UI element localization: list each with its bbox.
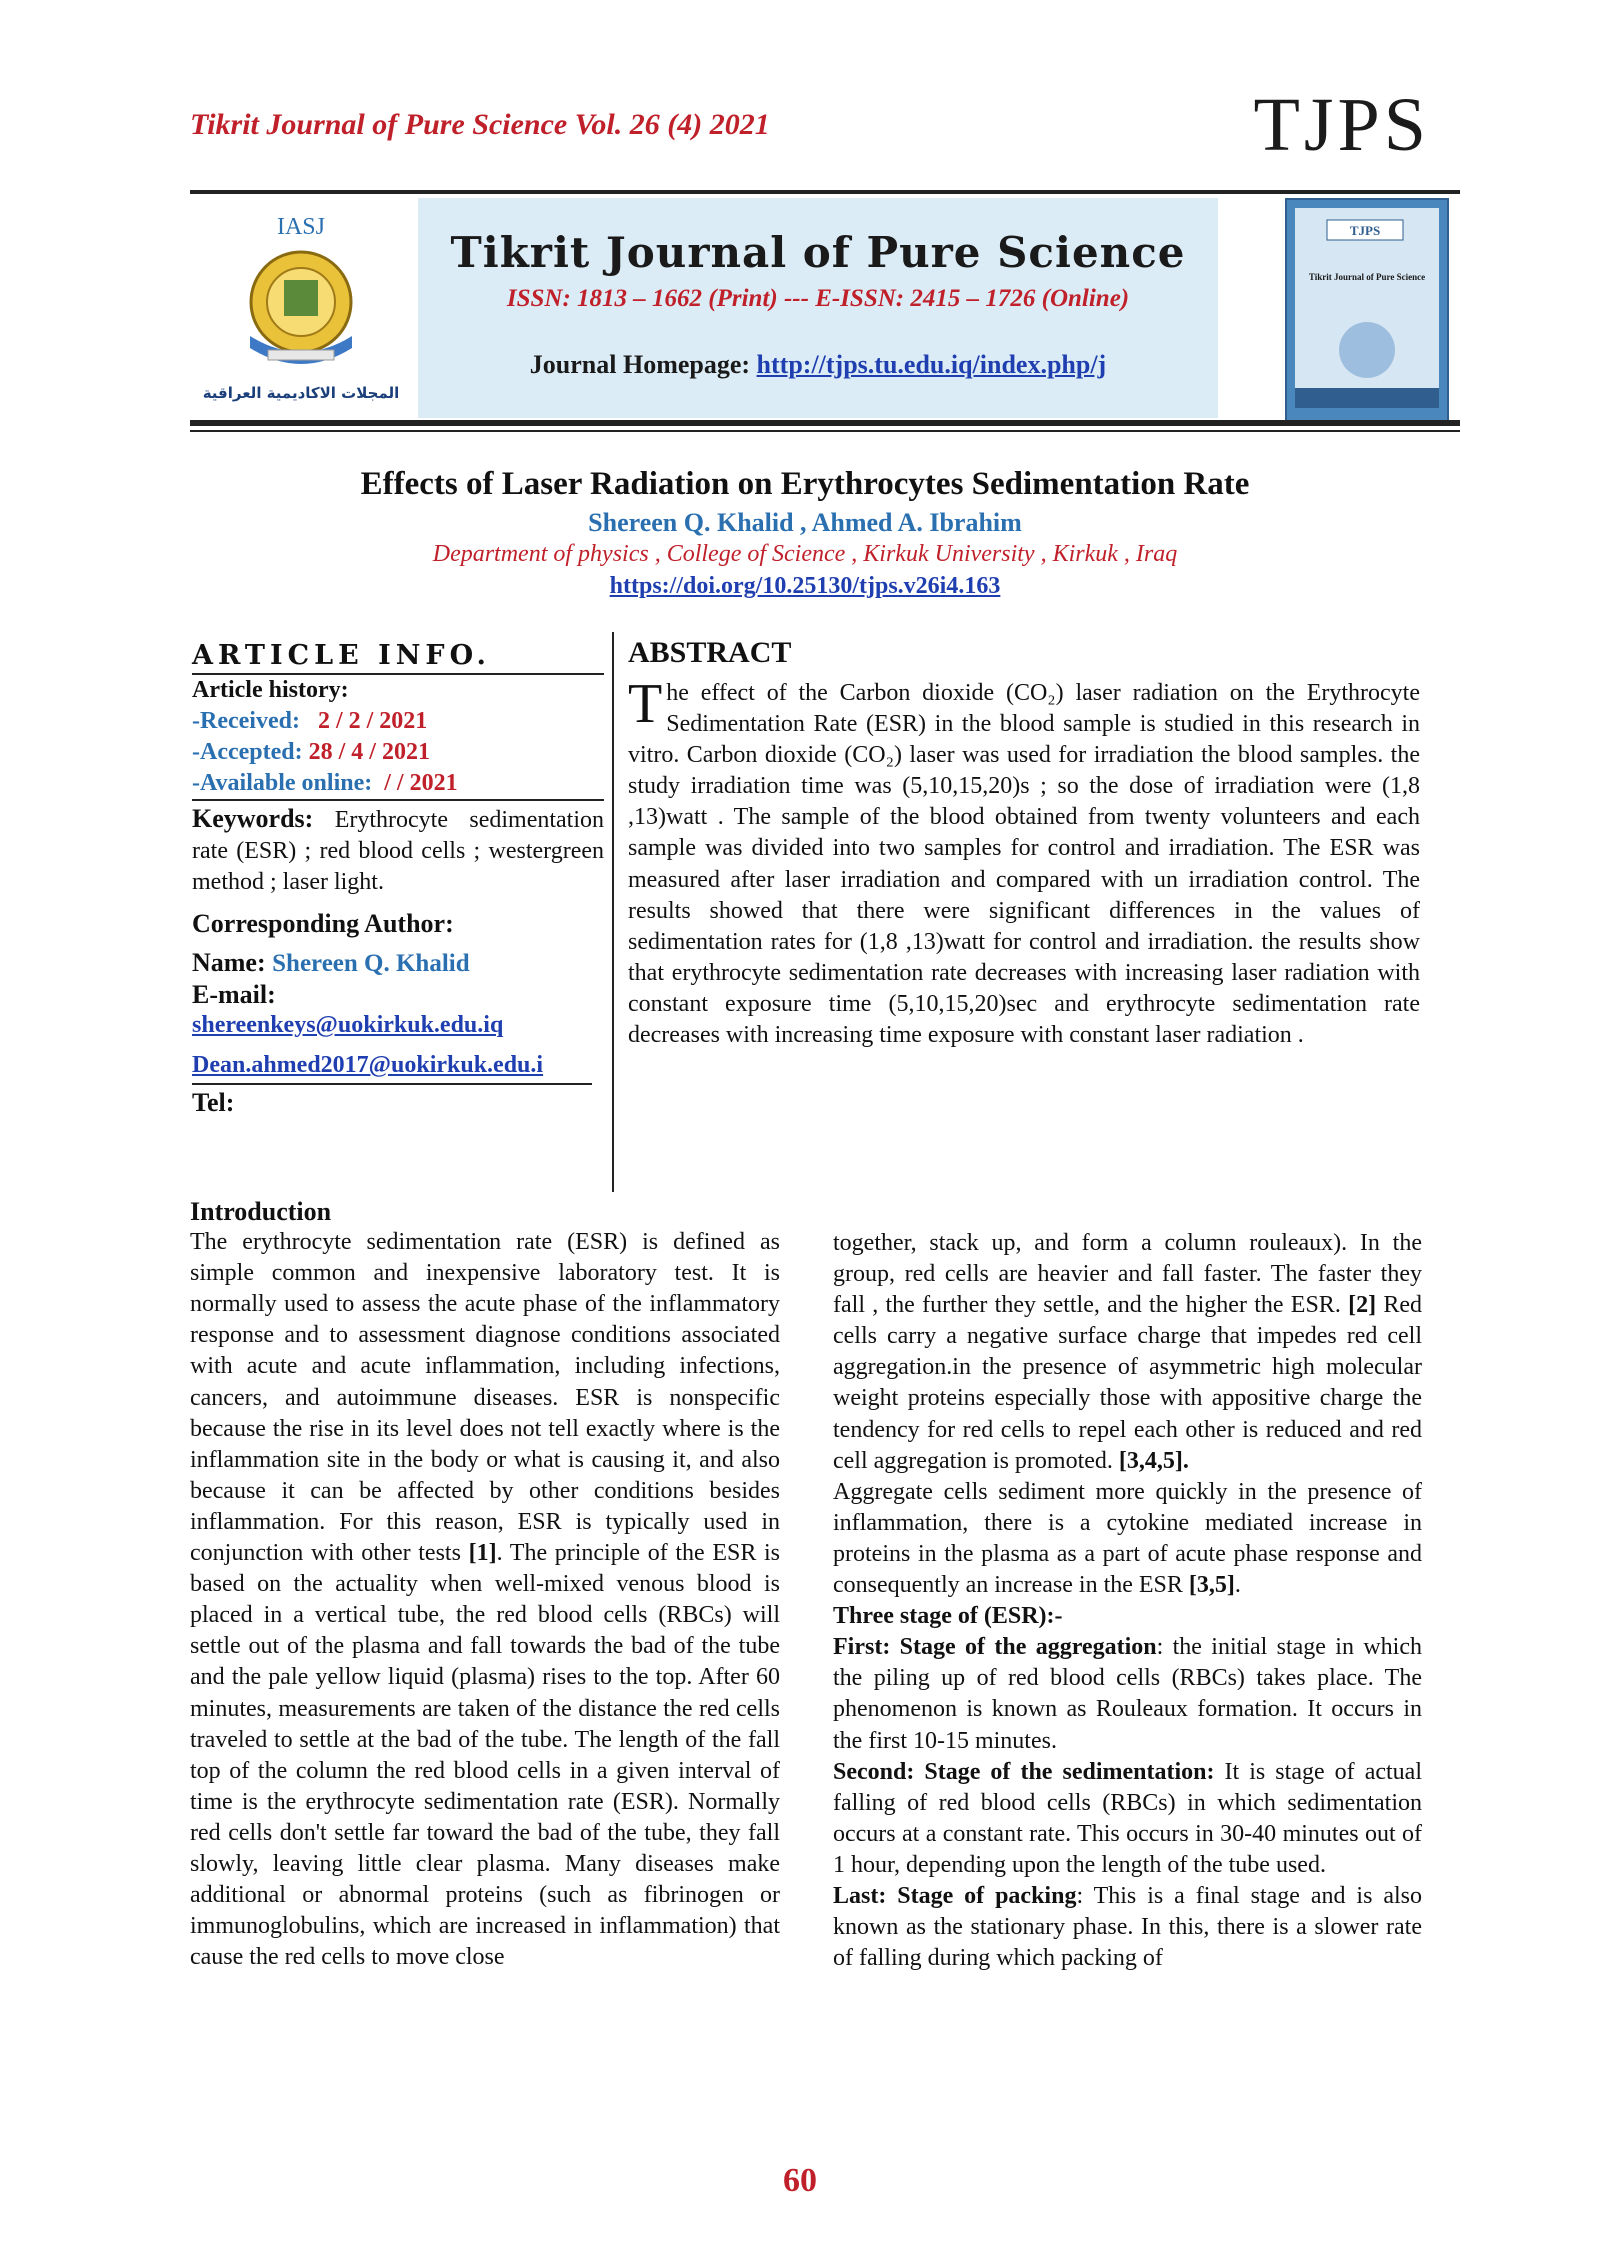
- tel-label: Tel:: [192, 1088, 235, 1117]
- page-number: 60: [783, 2162, 817, 2199]
- intro-paragraph-1: [190, 1227, 780, 1973]
- received-value: 2 / 2 / 2021: [317, 708, 428, 734]
- ref-2: [2]: [1348, 1292, 1377, 1319]
- banner-bottom-rule: [190, 420, 1460, 426]
- article-history-label: Article history:: [192, 677, 349, 703]
- iasj-logo-icon: [190, 198, 412, 424]
- introduction-right-column: [833, 1228, 1422, 1974]
- stage-2-label: Second: Stage of the sedimentation:: [833, 1758, 1215, 1785]
- cover-badge-text: TJPS: [1349, 223, 1381, 238]
- stage-2-text: It is stage of actual falling of red blood cells (RBCs) in which sedimentation occurs at a constant rate. This occurs in 30-40 minutes out of 1 hour, depending upon the length of the tube used.: [833, 1758, 1422, 1878]
- running-head: Tikrit Journal of Pure Science Vol. 26 (4) 2021: [190, 108, 770, 141]
- email-link-1[interactable]: shereenkeys@uokirkuk.edu.iq: [192, 1012, 504, 1038]
- homepage-link[interactable]: http://tjps.tu.edu.iq/index.php/j: [756, 350, 1107, 379]
- abstract-drop-cap: T: [628, 673, 663, 735]
- iasj-logo-arabic: المجلات الاكاديمية العراقية: [202, 384, 400, 402]
- cover-title-text: Tikrit Journal of Pure Science: [1308, 272, 1426, 282]
- abstract-text: he effect of the Carbon dioxide (CO₂) laser radiation on the Erythrocyte Sedimentation Rate (ESR) in the blood sample is studied in this research in vitro. Carbon dioxide (CO₂) laser was used for irradiation the blood samples. the study irradiation time was (5,10,15,20)s ; so the dose of irradiation were (1,8 ,13)watt . The sample of the blood obtained from twenty volunteers and each sample was divided into two samples for control and irradiation. The ESR was measured after laser irradiation and compared with un irradiation control. The results showed that there were significant differences in the values of sedimentation rates for (1,8 ,13)watt for control and irradiation. the results show that erythrocyte sedimentation rate decreases with increasing laser radiation with constant exposure time (5,10,15,20)sec and erythrocyte sedimentation rate decreases with increasing time exposure with constant laser radiation .: [628, 680, 1420, 1049]
- email-label: E-mail:: [192, 980, 276, 1009]
- doi-link[interactable]: https://doi.org/10.25130/tjps.v26i4.163: [609, 573, 1001, 599]
- keywords-label: Keywords:: [192, 804, 314, 833]
- received-row: [192, 706, 604, 737]
- abstract-heading: ABSTRACT: [628, 636, 792, 669]
- tjps-mark: TJPS: [1253, 83, 1430, 167]
- intro-paragraph-2: [833, 1228, 1422, 1477]
- journal-name: Tikrit Journal of Pure Science: [450, 228, 1186, 277]
- affiliation: Department of physics , College of Science , Kirkuk University , Kirkuk , Iraq: [432, 541, 1178, 567]
- column-divider: [612, 632, 614, 1192]
- ref-1: [1]: [468, 1540, 497, 1567]
- issn-line: ISSN: 1813 – 1662 (Print) --- E-ISSN: 2415 – 1726 (Online): [506, 285, 1130, 312]
- journal-homepage: [418, 350, 1218, 380]
- available-label: -Available online:: [192, 770, 373, 796]
- stage-3-text: : This is a final stage and is also known as the stationary phase. In this, there is a slower rate of falling during which packing of: [833, 1882, 1422, 1972]
- accepted-value: 28 / 4 / 2021: [308, 739, 430, 765]
- stage-1: [833, 1632, 1422, 1756]
- keywords: [192, 803, 604, 898]
- intro-paragraph-3: [833, 1477, 1422, 1601]
- iasj-logo: [190, 198, 412, 424]
- ref-3-4-5: [3,4,5].: [1118, 1447, 1189, 1474]
- intro-text-1b: . The principle of the ESR is based on the actuality when well-mixed venous blood is placed in a vertical tube, the red blood cells (RBCs) will settle out of the plasma and fall towards the bad of the tube and the pale yellow liquid (plasma) rises to the top. After 60 minutes, measurements are taken of the distance the red cells traveled to settle at the bad of the tube. The length of the fall top of the column the red blood cells in a given interval of time is the erythrocyte sedimentation rate (ESR). Normally red cells don't settle far toward the bad of the tube, they fall slowly, leaving little clear plasma. Many diseases make additional or abnormal proteins (such as fibrinogen or immunoglobulins, which are increased in inflammation) that cause the red cells to move close: [190, 1540, 780, 1971]
- authors: Shereen Q. Khalid , Ahmed A. Ibrahim: [588, 508, 1022, 537]
- paper-title: Effects of Laser Radiation on Erythrocytes Sedimentation Rate: [360, 466, 1250, 502]
- available-value: / / 2021: [384, 770, 458, 796]
- banner-top-rule: [190, 190, 1460, 194]
- accepted-row: [192, 737, 604, 768]
- introduction-heading: Introduction: [190, 1197, 332, 1226]
- stage-3: [833, 1881, 1422, 1974]
- intro-text-3b: .: [1234, 1572, 1241, 1599]
- abstract-section: [628, 636, 1420, 1051]
- email-link-2[interactable]: Dean.ahmed2017@uokirkuk.edu.i: [192, 1052, 544, 1078]
- stage-3-label: Last: Stage of packing: [833, 1882, 1077, 1909]
- iasj-logo-text: IASJ: [276, 214, 326, 240]
- author-name-row: [192, 947, 604, 979]
- banner-bottom-rule-thin: [190, 430, 1460, 432]
- abstract-body: [628, 673, 1420, 1051]
- article-info-heading: ARTICLE INFO.: [192, 640, 604, 675]
- intro-text-1a: The erythrocyte sedimentation rate (ESR) is defined as simple common and inexpensive laboratory test. It is normally used to assess the acute phase of the inflammatory response and to assessment diagnose conditions associated with acute and acute inflammation, including infections, cancers, and autoimmune diseases. ESR is nonspecific because the rise in its level does not tell exactly where is the inflammation site in the body or what is causing it, and also because it can be affected by other conditions besides inflammation. For this reason, ESR is typically used in conjunction with other tests: [190, 1229, 780, 1567]
- ref-3-5: [3,5]: [1188, 1572, 1235, 1599]
- email-rule: [192, 1083, 592, 1085]
- accepted-label: -Accepted:: [192, 739, 303, 765]
- stage-1-label: First: Stage of the aggregation: [833, 1634, 1157, 1661]
- stages-heading: Three stage of (ESR):-: [833, 1603, 1063, 1630]
- available-row: [192, 768, 604, 801]
- keywords-text: Erythrocyte sedimentation rate (ESR) ; red blood cells ; westergreen method ; laser light.: [192, 807, 604, 895]
- intro-text-3a: Aggregate cells sediment more quickly in the presence of inflammation, there is a cytokine mediated increase in proteins in the plasma as a part of acute phase response and consequently an increase in the ESR: [833, 1478, 1422, 1599]
- journal-cover-thumbnail: [1285, 198, 1449, 424]
- intro-text-2a: together, stack up, and form a column rouleaux). In the group, red cells are heavier and fall faster. The faster they fall , the further they settle, and the higher the ESR.: [833, 1230, 1422, 1319]
- name-value: Shereen Q. Khalid: [272, 950, 470, 977]
- journal-cover-icon: [1287, 200, 1447, 422]
- stage-1-text: : the initial stage in which the piling up of red blood cells (RBCs) takes place. The phenomenon is known as Rouleaux formation. It occurs in the first 10-15 minutes.: [833, 1634, 1422, 1754]
- article-info: [192, 640, 604, 1118]
- name-label: Name:: [192, 948, 266, 977]
- received-label: -Received:: [192, 708, 300, 734]
- stage-2: [833, 1757, 1422, 1881]
- introduction-left-column: [190, 1196, 780, 1973]
- corresponding-author-label: Corresponding Author:: [192, 909, 454, 938]
- homepage-label: Journal Homepage:: [529, 350, 757, 379]
- intro-text-2b: Red cells carry a negative surface charge that impedes red cell aggregation.in the presence of asymmetric high molecular weight proteins especially those with appositive charge the tendency for red cells to repel each other is reduced and red cell aggregation is promoted.: [833, 1292, 1423, 1474]
